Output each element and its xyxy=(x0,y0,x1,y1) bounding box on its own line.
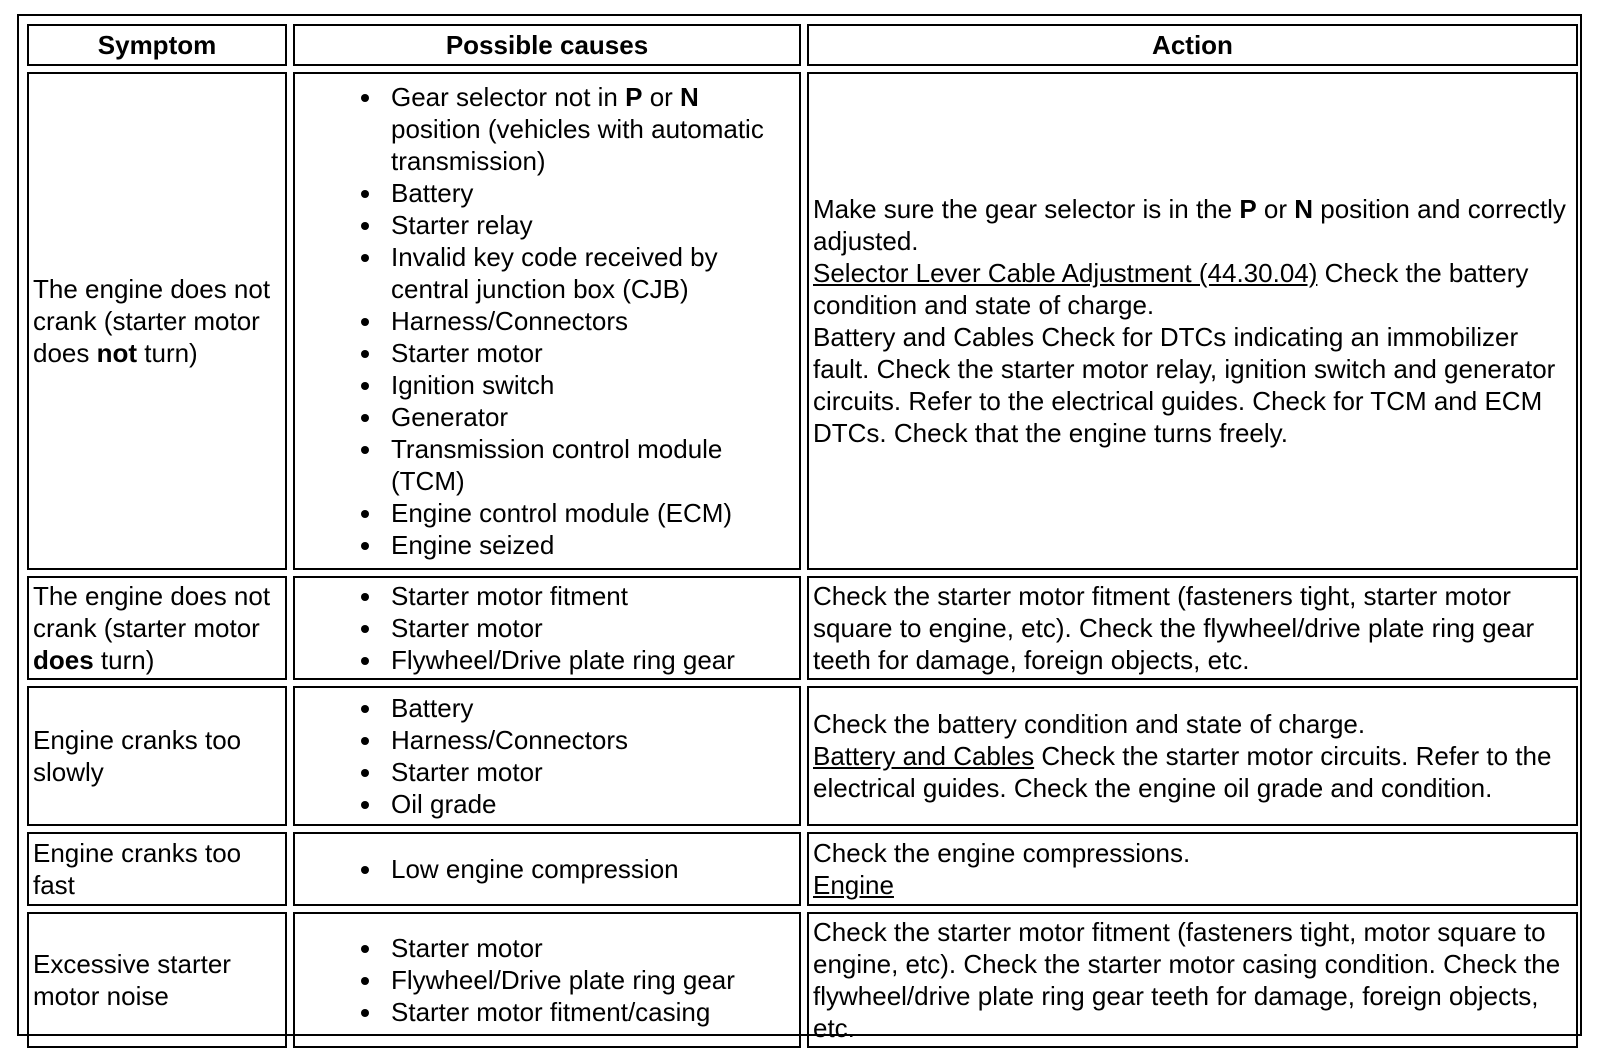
action-emphasis: N xyxy=(1294,194,1314,224)
symptom-emphasis: not xyxy=(96,338,138,368)
cause-item: Starter motor fitment/casing xyxy=(355,996,795,1028)
causes-cell xyxy=(293,72,801,570)
table-row xyxy=(27,72,1578,570)
diagnosis-table xyxy=(21,18,1584,1054)
battery-and-cables-link[interactable]: Battery and Cables xyxy=(813,741,1035,771)
cause-emphasis: N xyxy=(680,82,699,112)
cause-item: Harness/Connectors xyxy=(355,724,795,756)
symptom-text: The engine does not crank (starter motor xyxy=(33,581,271,643)
table-row xyxy=(27,576,1578,680)
cause-item: Low engine compression xyxy=(355,853,795,885)
cause-item: Flywheel/Drive plate ring gear xyxy=(355,964,795,996)
action-emphasis: P xyxy=(1239,194,1257,224)
symptom-text-end: turn) xyxy=(137,338,198,368)
selector-lever-cable-adjustment-link[interactable]: Selector Lever Cable Adjustment (44.30.04) xyxy=(813,258,1318,288)
cause-item: Starter motor xyxy=(355,932,795,964)
cause-item: Transmission control module (TCM) xyxy=(355,433,795,497)
action-text: or xyxy=(1256,194,1295,224)
causes-list xyxy=(299,692,795,820)
action-cell xyxy=(807,832,1578,906)
cause-item: Battery xyxy=(355,692,795,724)
cause-item: Flywheel/Drive plate ring gear xyxy=(355,644,795,676)
cause-item: Starter motor fitment xyxy=(355,580,795,612)
table-row xyxy=(27,686,1578,826)
table-row xyxy=(27,832,1578,906)
action-cell xyxy=(807,72,1578,570)
header-symptom: Symptom xyxy=(27,24,287,66)
cause-item: Invalid key code received by central junction box (CJB) xyxy=(355,241,795,305)
table-row xyxy=(27,912,1578,1048)
action-text: Make sure the gear selector is in the xyxy=(813,194,1240,224)
symptom-cell: Engine cranks too slowly xyxy=(27,686,287,826)
cause-item: Starter motor xyxy=(355,337,795,369)
cause-text: Gear selector not in xyxy=(391,82,626,112)
cause-item: Starter relay xyxy=(355,209,795,241)
causes-cell xyxy=(293,912,801,1048)
causes-list xyxy=(299,853,795,885)
action-text: Check the engine compressions. xyxy=(813,838,1191,868)
action-text: Battery and Cables Check for DTCs indicating an immobilizer fault. Check the starter motor relay, ignition switch and generator circuits. Refer to the electrical guides. Check for TCM and ECM DTCs. Check that the engine turns freely. xyxy=(813,322,1556,448)
action-text: Check the battery condition and state of charge. xyxy=(813,258,1529,320)
cause-item: Oil grade xyxy=(355,788,795,820)
causes-cell xyxy=(293,832,801,906)
cause-text: or xyxy=(642,82,681,112)
header-action: Action xyxy=(807,24,1578,66)
cause-item: Engine control module (ECM) xyxy=(355,497,795,529)
cause-item xyxy=(355,81,795,177)
header-possible-causes: Possible causes xyxy=(293,24,801,66)
header-row xyxy=(27,24,1578,66)
symptom-cell: Engine cranks too fast xyxy=(27,832,287,906)
cause-item: Starter motor xyxy=(355,612,795,644)
action-cell xyxy=(807,686,1578,826)
cause-item: Harness/Connectors xyxy=(355,305,795,337)
causes-list xyxy=(299,81,795,561)
cause-item: Generator xyxy=(355,401,795,433)
cause-text: position (vehicles with automatic transmission) xyxy=(391,114,764,176)
symptom-cell xyxy=(27,72,287,570)
action-text: Check the starter motor circuits. Refer to the electrical guides. Check the engine oil grade and condition. xyxy=(813,741,1552,803)
cause-item: Starter motor xyxy=(355,756,795,788)
cause-item: Ignition switch xyxy=(355,369,795,401)
symptom-text-end: turn) xyxy=(93,645,155,675)
cause-item: Battery xyxy=(355,177,795,209)
cause-item: Engine seized xyxy=(355,529,795,561)
causes-list xyxy=(299,580,795,676)
cause-emphasis: P xyxy=(625,82,643,112)
action-cell: Check the starter motor fitment (fasteners tight, motor square to engine, etc). Check the starter motor casing condition. Check the flywheel/drive plate ring gear teeth for damage, foreign objects, etc. xyxy=(807,912,1578,1048)
action-text: Check the battery condition and state of charge. xyxy=(813,709,1366,739)
action-text: position and correctly adjusted. xyxy=(813,194,1566,256)
symptom-emphasis: does xyxy=(33,645,94,675)
symptom-cell xyxy=(27,576,287,680)
action-cell: Check the starter motor fitment (fasteners tight, starter motor square to engine, etc). Check the flywheel/drive plate ring gear teeth for damage, foreign objects, etc. xyxy=(807,576,1578,680)
engine-link[interactable]: Engine xyxy=(813,870,894,900)
symptom-cell: Excessive starter motor noise xyxy=(27,912,287,1048)
causes-list xyxy=(299,932,795,1028)
symptom-text: The engine does not crank (starter motor does xyxy=(33,274,271,368)
causes-cell xyxy=(293,576,801,680)
causes-cell xyxy=(293,686,801,826)
